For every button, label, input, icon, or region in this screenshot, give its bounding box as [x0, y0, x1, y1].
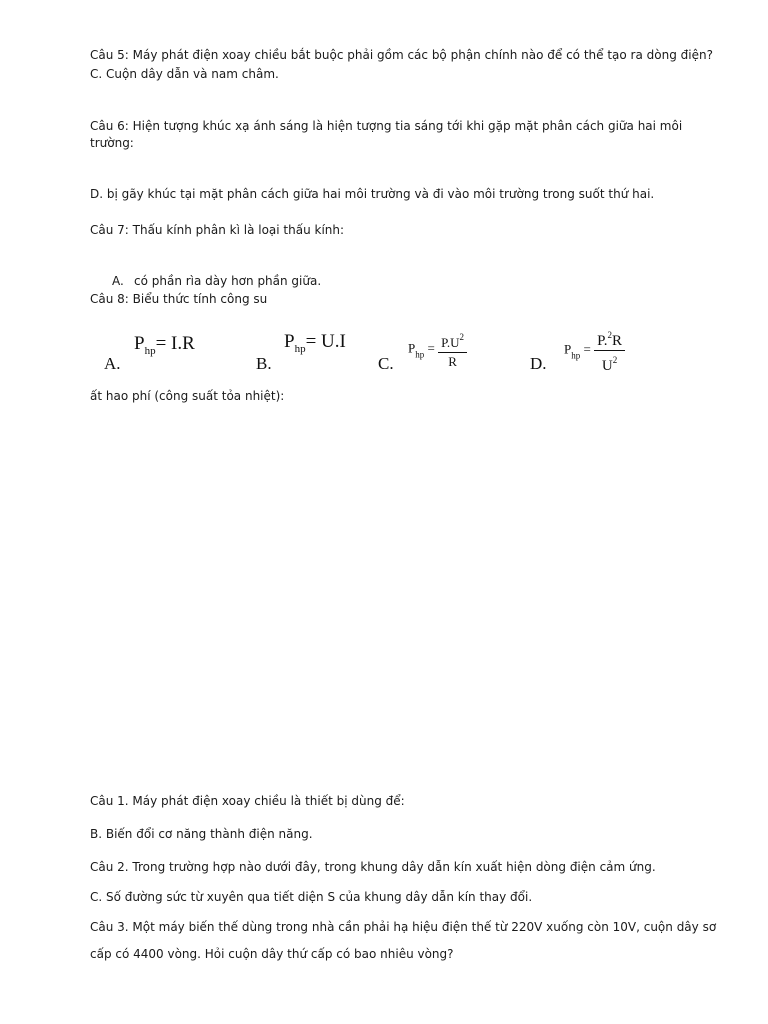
question-5: Câu 5: Máy phát điện xoay chiều bắt buộc phải gồm các bộ phận chính nào để có thể tạo ra dòng điện? — [90, 48, 713, 62]
fraction-denominator: R — [448, 354, 457, 369]
question-1-answer: B. Biến đổi cơ năng thành điện năng. — [90, 827, 313, 841]
formula-symbol: P — [134, 333, 145, 354]
option-label: B. — [256, 354, 272, 373]
question-1: Câu 1. Máy phát điện xoay chiều là thiết bị dùng để: — [90, 794, 405, 808]
question-6-line-1: Câu 6: Hiện tượng khúc xạ ánh sáng là hiện tượng tia sáng tới khi gặp mặt phân cách giữa hai môi — [90, 119, 683, 133]
question-7-answer-text: có phần rìa dày hơn phần giữa. — [134, 274, 322, 288]
question-5-answer: C. Cuộn dây dẫn và nam châm. — [90, 67, 279, 81]
formula-equals: = — [583, 341, 591, 357]
question-3-line-2: cấp có 4400 vòng. Hỏi cuộn dây thứ cấp có bao nhiêu vòng? — [90, 947, 454, 961]
list-marker: A. — [112, 274, 124, 288]
formula-rhs: = I.R — [155, 333, 195, 354]
question-2-answer: C. Số đường sức từ xuyên qua tiết diện S của khung dây dẫn kín thay đổi. — [90, 890, 533, 904]
formula-option-d — [530, 324, 670, 380]
formula-expression — [408, 328, 467, 371]
formula-subscript: hp — [571, 350, 581, 361]
formula-option-b — [256, 324, 386, 380]
formula-option-c — [378, 324, 508, 380]
formula-subscript: hp — [144, 345, 156, 357]
fraction-denominator: U — [601, 358, 613, 374]
formula-equals: = — [427, 340, 435, 356]
option-label: C. — [378, 354, 394, 373]
question-7: Câu 7: Thấu kính phân kì là loại thấu kính: — [90, 223, 345, 237]
formula-subscript: hp — [294, 343, 306, 355]
formula-rhs: = U.I — [305, 331, 346, 352]
formula-expression — [284, 331, 346, 357]
question-7-answer — [112, 273, 321, 289]
fraction-numerator-part: R — [612, 333, 623, 349]
question-8-continued: ất hao phí (công suất tỏa nhiệt): — [90, 389, 285, 403]
question-6-line-2: trường: — [90, 136, 134, 150]
question-2: Câu 2. Trong trường hợp nào dưới đây, trong khung dây dẫn kín xuất hiện dòng điện cảm ứng. — [90, 860, 656, 874]
formula-fraction — [438, 328, 467, 371]
formula-symbol: P — [284, 331, 295, 352]
question-3-line-1: Câu 3. Một máy biến thế dùng trong nhà cần phải hạ hiệu điện thế từ 220V xuống còn 10V, cuộn dây sơ — [90, 920, 717, 934]
formula-subscript: hp — [415, 349, 425, 360]
denominator-exponent: 2 — [612, 355, 618, 365]
option-label: A. — [104, 354, 121, 373]
formula-expression — [564, 326, 625, 375]
formula-option-a — [100, 324, 230, 380]
option-label: D. — [530, 354, 547, 373]
formula-fraction — [594, 326, 625, 375]
question-6-answer: D. bị gãy khúc tại mặt phân cách giữa hai môi trường và đi vào môi trường trong suốt thứ hai. — [90, 187, 655, 201]
numerator-exponent: 2 — [459, 332, 465, 342]
fraction-numerator-part: P. — [597, 333, 608, 349]
formula-symbol: P — [564, 341, 572, 357]
question-8: Câu 8: Biểu thức tính công su — [90, 292, 268, 306]
fraction-numerator: P.U — [441, 335, 460, 350]
formula-options — [100, 324, 670, 380]
numerator-exponent: 2 — [607, 330, 613, 340]
formula-expression — [134, 333, 195, 359]
formula-symbol: P — [408, 340, 416, 356]
